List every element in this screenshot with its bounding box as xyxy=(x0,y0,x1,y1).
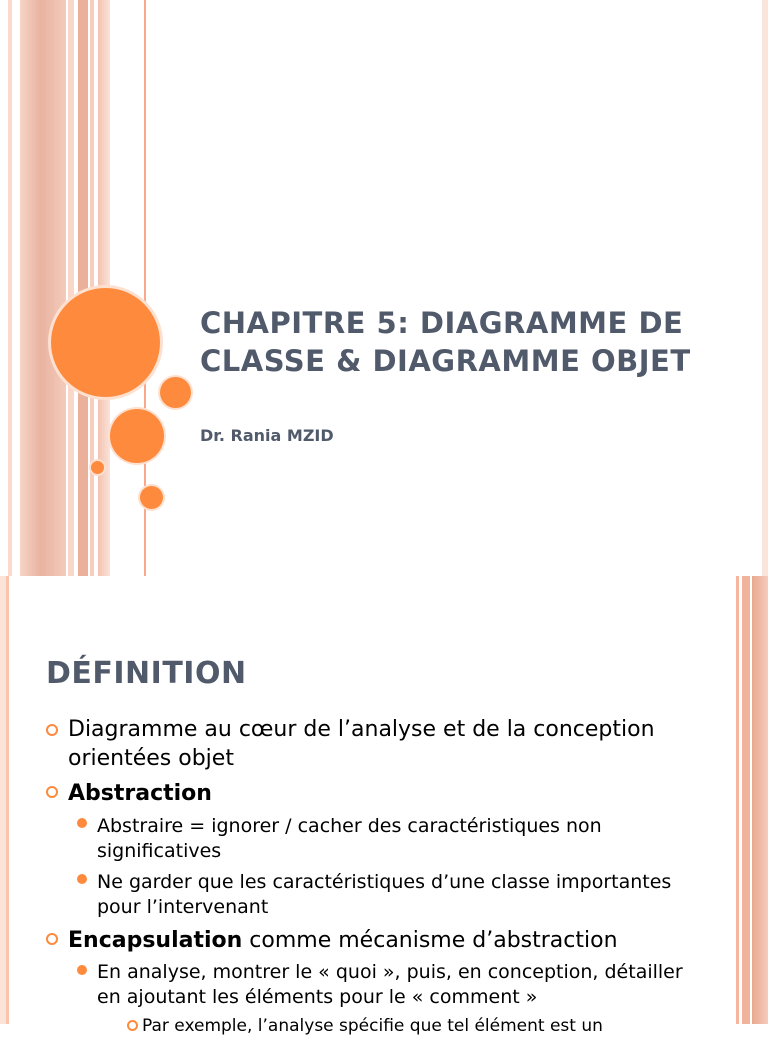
slide-subtitle: Dr. Rania MZID xyxy=(200,426,334,445)
decorative-stripe xyxy=(20,0,66,576)
bullet-ring-icon xyxy=(46,724,58,736)
bullet-small-ring-icon xyxy=(127,1020,138,1031)
decorative-stripe xyxy=(752,576,768,1024)
bullet-text-bold: Abstraction xyxy=(68,781,212,806)
sub-bullet-text: Ne garder que les caractéristiques d’une classe importantes pour l’intervenant xyxy=(97,871,672,918)
sub-bullet-text: En analyse, montrer le « quoi », puis, en conception, détailler en ajoutant les éléments pour le « comment » xyxy=(97,961,683,1008)
slide-heading: DÉFINITION xyxy=(46,656,247,691)
bullet-text-bold: Encapsulation xyxy=(68,928,243,953)
bullet-ring-icon xyxy=(46,933,58,945)
sub-sub-bullet-text: Par exemple, l’analyse spécifie que tel élément est un xyxy=(142,1016,603,1036)
decorative-circle xyxy=(140,486,163,509)
decorative-stripe xyxy=(68,0,74,576)
decorative-stripe xyxy=(6,576,9,1024)
decorative-circle xyxy=(160,377,191,408)
decorative-stripe xyxy=(736,576,739,1024)
slide-edge xyxy=(762,0,768,576)
slide-title: CHAPITRE 5: DIAGRAMME DE CLASSE & DIAGRAMME OBJET xyxy=(200,306,691,378)
bullet-text: Diagramme au cœur de l’analyse et de la conception orientées objet xyxy=(68,717,655,771)
decorative-stripe xyxy=(78,0,88,576)
bullet-text xyxy=(68,926,708,955)
bullet-text-rest: comme mécanisme d’abstraction xyxy=(242,928,618,953)
decorative-stripe xyxy=(90,0,94,576)
decorative-stripe xyxy=(742,576,750,1024)
bullet-dot-icon xyxy=(77,874,87,884)
decorative-circle xyxy=(91,461,104,474)
decorative-circle-large xyxy=(51,288,160,397)
decorative-stripe xyxy=(8,0,12,576)
sub-bullet-text: Abstraire = ignorer / cacher des caractéristiques non significatives xyxy=(97,815,602,862)
definition-slide xyxy=(0,576,768,1036)
bullet-dot-icon xyxy=(77,818,87,828)
bullet-ring-icon xyxy=(46,786,58,798)
bullet-dot-icon xyxy=(77,965,87,975)
decorative-circle xyxy=(110,409,164,463)
